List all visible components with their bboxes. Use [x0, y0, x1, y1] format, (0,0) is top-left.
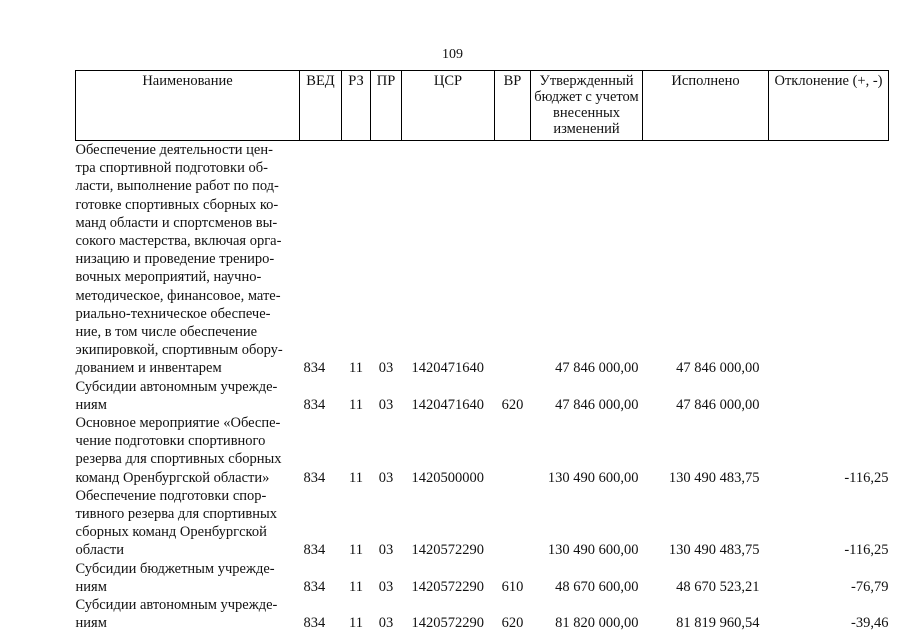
ved-cell: 834 [303, 396, 326, 413]
budget-cell: 47 846 000,00 [555, 360, 639, 377]
row-name-line: тра спортивной подготовки об- [75, 160, 268, 177]
row-name-line: низацию и проведение трениро- [75, 251, 275, 268]
executed-cell: 47 846 000,00 [676, 360, 760, 377]
executed-cell: 48 670 523,21 [676, 578, 760, 595]
rz-cell: 11 [349, 469, 363, 486]
row-name-line: Основное мероприятие «Обеспе- [75, 415, 281, 432]
budget-table [75, 70, 889, 632]
row-name [76, 596, 300, 632]
row-name-line: вочных мероприятий, научно- [75, 269, 262, 286]
vr-cell [495, 414, 531, 487]
table-row [76, 560, 889, 596]
row-name-line: ниям [75, 396, 107, 413]
row-name-line: ние, в том числе обеспечение [75, 324, 258, 341]
row-name-line: экипировкой, спортивным обору- [75, 342, 283, 359]
row-name [76, 414, 300, 487]
row-name-line: тивного резерва для спортивных [75, 506, 278, 523]
pr-cell: 03 [378, 578, 394, 595]
executed-cell: 130 490 483,75 [668, 469, 760, 486]
row-name [76, 141, 300, 378]
header-deviation: Отклонение (+, -) [769, 71, 889, 141]
header-csr: ЦСР [402, 71, 495, 141]
csr-cell: 1420500000 [411, 469, 484, 486]
row-name-line: готовке спортивных сборных ко- [75, 196, 279, 213]
row-name-line: области [75, 542, 124, 559]
csr-cell: 1420471640 [411, 360, 484, 377]
ved-cell: 834 [303, 615, 326, 632]
row-name-line: дованием и инвентарем [75, 360, 222, 377]
csr-cell: 1420572290 [411, 615, 484, 632]
row-name-line: сокого мастерства, включая орга- [75, 233, 282, 250]
table-body [76, 141, 889, 633]
header-pr: ПР [371, 71, 402, 141]
deviation-cell: -116,25 [844, 542, 889, 559]
row-name-line: Обеспечение деятельности цен- [75, 142, 273, 158]
budget-cell: 81 820 000,00 [555, 615, 639, 632]
header-name: Наименование [76, 71, 300, 141]
vr-cell: 610 [501, 578, 524, 595]
row-name-line: чение подготовки спортивного [75, 433, 266, 450]
row-name-line: методическое, финансовое, мате- [75, 287, 281, 304]
table-row [76, 596, 889, 632]
rz-cell: 11 [349, 396, 363, 413]
vr-cell: 620 [501, 615, 524, 632]
header-executed: Исполнено [643, 71, 769, 141]
row-name-line: Субсидии бюджетным учрежде- [75, 560, 275, 577]
vr-cell [495, 487, 531, 560]
row-name-line: ниям [75, 578, 107, 595]
ved-cell: 834 [303, 542, 326, 559]
row-name-line: манд области и спортсменов вы- [75, 214, 278, 231]
ved-cell: 834 [303, 578, 326, 595]
row-name-line: команд Оренбургской области» [75, 469, 270, 486]
row-name-line: ласти, выполнение работ по под- [75, 178, 279, 195]
row-name [76, 378, 300, 414]
row-name [76, 487, 300, 560]
deviation-cell: -76,79 [851, 578, 889, 595]
row-name [76, 560, 300, 596]
executed-cell: 81 819 960,54 [676, 615, 760, 632]
table-row [76, 378, 889, 414]
rz-cell: 11 [349, 578, 363, 595]
deviation-cell: -39,46 [851, 615, 889, 632]
executed-cell: 130 490 483,75 [668, 542, 760, 559]
table-row [76, 487, 889, 560]
csr-cell: 1420572290 [411, 542, 484, 559]
vr-cell: 620 [501, 396, 524, 413]
deviation-cell: -116,25 [844, 469, 889, 486]
row-name-line: ниям [75, 615, 107, 632]
header-rz: РЗ [342, 71, 371, 141]
row-name-line: сборных команд Оренбургской [75, 524, 267, 541]
pr-cell: 03 [378, 396, 394, 413]
table-row [76, 414, 889, 487]
deviation-cell [769, 141, 889, 378]
row-name-line: Субсидии автономным учрежде- [75, 597, 278, 614]
header-budget: Утвержденный бюджет с учетом внесенных изменений [531, 71, 643, 141]
ved-cell: 834 [303, 360, 326, 377]
csr-cell: 1420572290 [411, 578, 484, 595]
vr-cell [495, 141, 531, 378]
deviation-cell [769, 378, 889, 414]
row-name-line: Субсидии автономным учрежде- [75, 378, 278, 395]
rz-cell: 11 [349, 542, 363, 559]
pr-cell: 03 [378, 615, 394, 632]
budget-cell: 47 846 000,00 [555, 396, 639, 413]
ved-cell: 834 [303, 469, 326, 486]
page-number: 109 [442, 47, 463, 62]
rz-cell: 11 [349, 615, 363, 632]
row-name-line: риально-техническое обеспече- [75, 305, 271, 322]
pr-cell: 03 [378, 542, 394, 559]
table-row [76, 141, 889, 378]
table-header [76, 71, 889, 141]
budget-cell: 130 490 600,00 [547, 542, 639, 559]
budget-cell: 130 490 600,00 [547, 469, 639, 486]
row-name-line: резерва для спортивных сборных [75, 451, 282, 468]
header-vr: ВР [495, 71, 531, 141]
row-name-line: Обеспечение подготовки спор- [75, 487, 267, 504]
pr-cell: 03 [378, 360, 394, 377]
rz-cell: 11 [349, 360, 363, 377]
budget-cell: 48 670 600,00 [555, 578, 639, 595]
header-ved: ВЕД [300, 71, 342, 141]
csr-cell: 1420471640 [411, 396, 484, 413]
pr-cell: 03 [378, 469, 394, 486]
executed-cell: 47 846 000,00 [676, 396, 760, 413]
